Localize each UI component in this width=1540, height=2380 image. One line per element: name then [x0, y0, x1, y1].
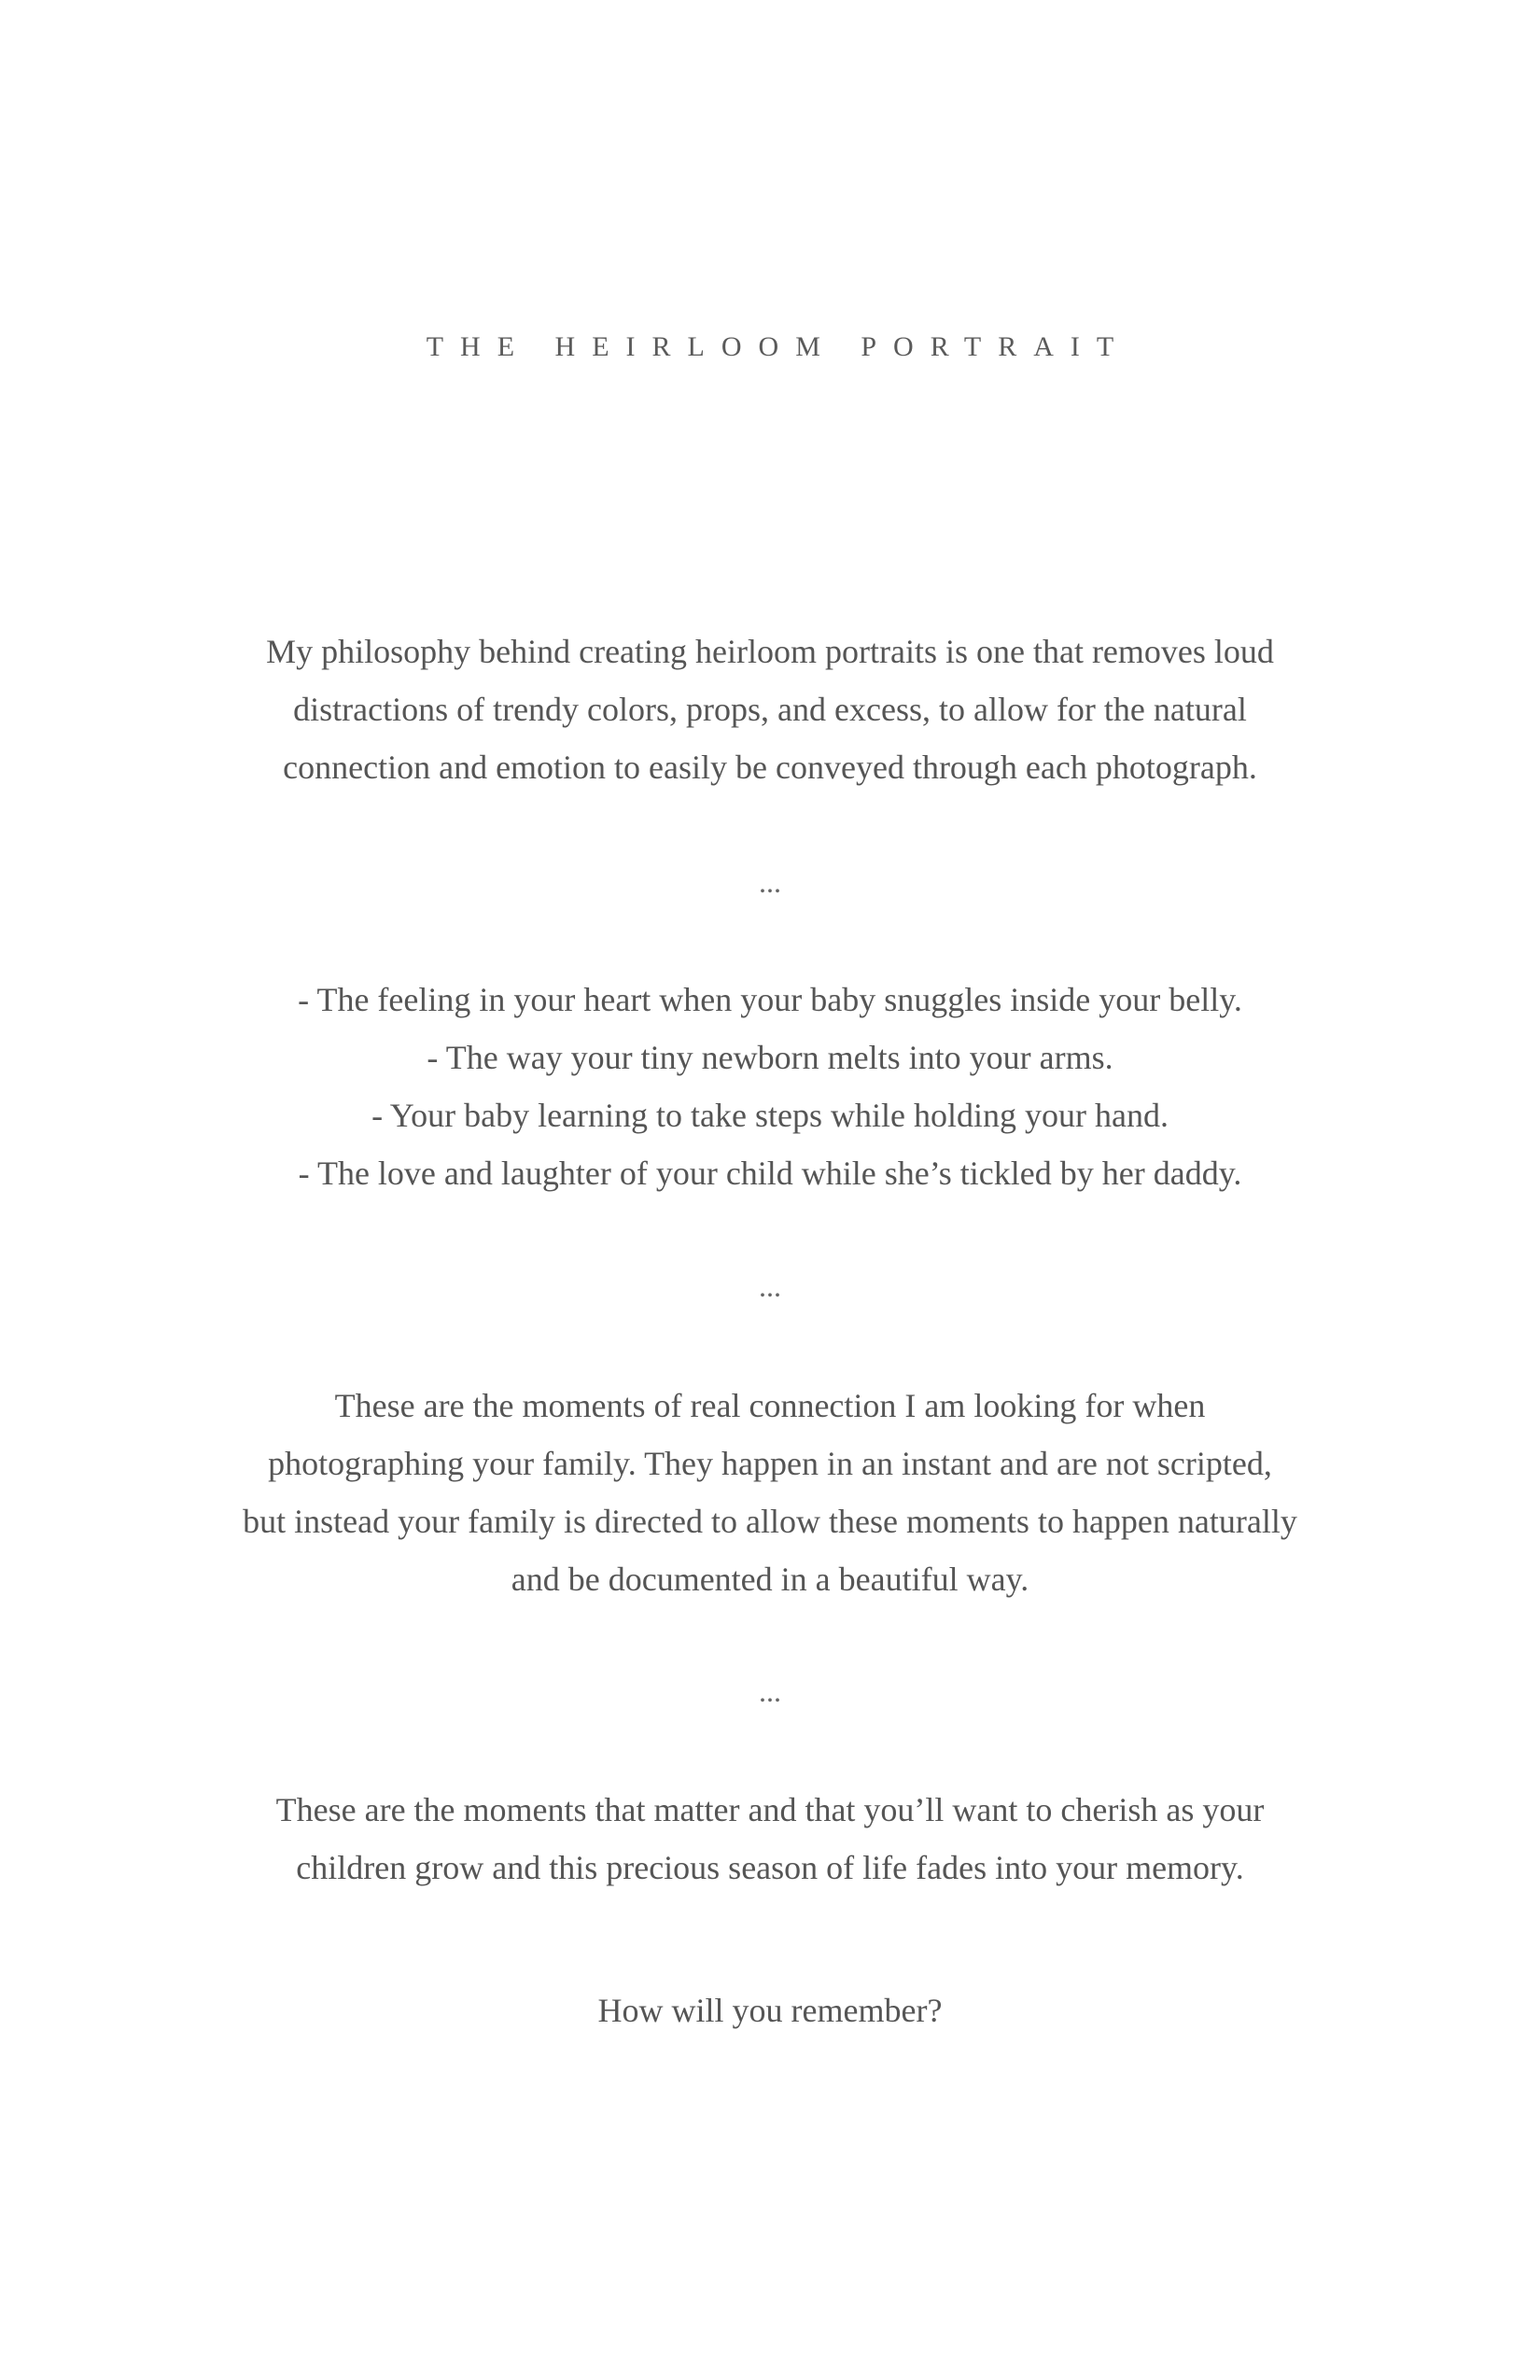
- page-title: THE HEIRLOOM PORTRAIT: [426, 331, 1131, 362]
- ellipsis-separator: ...: [759, 1269, 781, 1303]
- connection-paragraph: [117, 1377, 1423, 1608]
- connection-line: These are the moments of real connection I am looking for when: [334, 1387, 1206, 1424]
- intro-line: distractions of trendy colors, props, and excess, to allow for the natural: [293, 691, 1247, 728]
- list-item: - The feeling in your heart when your baby snuggles inside your belly.: [298, 981, 1242, 1018]
- connection-line: photographing your family. They happen in an instant and are not scripted,: [268, 1445, 1272, 1482]
- list-item: - The love and laughter of your child while she’s tickled by her daddy.: [298, 1155, 1242, 1192]
- matter-paragraph: [117, 1781, 1423, 1897]
- intro-paragraph: [117, 623, 1423, 796]
- ellipsis-separator: ...: [759, 865, 781, 899]
- closing-question: [117, 1981, 1423, 2039]
- matter-line: These are the moments that matter and that you’ll want to cherish as your: [275, 1791, 1265, 1828]
- list-item: - Your baby learning to take steps while holding your hand.: [371, 1097, 1169, 1134]
- connection-line: and be documented in a beautiful way.: [511, 1561, 1029, 1598]
- closing-line: How will you remember?: [597, 1992, 943, 2029]
- moments-list: [117, 971, 1423, 1202]
- ellipsis-separator: ...: [759, 1674, 781, 1708]
- matter-line: children grow and this precious season of life fades into your memory.: [296, 1849, 1244, 1886]
- list-item: - The way your tiny newborn melts into your arms.: [427, 1039, 1113, 1076]
- connection-line: but instead your family is directed to allow these moments to happen naturally: [243, 1503, 1297, 1540]
- intro-line: connection and emotion to easily be conveyed through each photograph.: [283, 749, 1257, 786]
- intro-line: My philosophy behind creating heirloom portraits is one that removes loud: [266, 633, 1274, 670]
